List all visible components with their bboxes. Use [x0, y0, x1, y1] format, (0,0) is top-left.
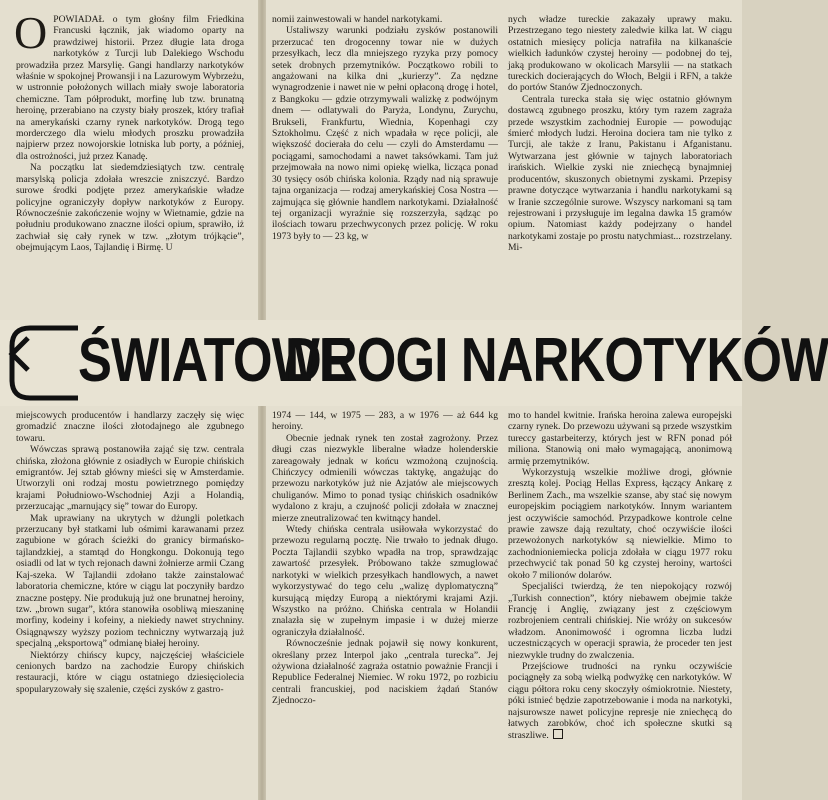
column-6	[508, 410, 732, 800]
column-2	[272, 14, 498, 314]
paragraph: Wtedy chińska centrala usiłowała wykorzystać do przewozu regularną pocztę. Nie trwało to jednak długo. Poczta Tajlandii szybko wpadła na trop, sprawdzając zawartość przesyłek. Próbowano także szmuglować narkotyki w wielkich przesyłkach handlowych, a nawet wykorzystywać do tego celu „walizę dyplomatyczną” kursującą między Europą a niektórymi krajami Azji. Wszystko na próżno. Chińska centrala w Holandii znalazła się w zupełnym impasie i w dużej mierze ograniczyła działalność.	[272, 524, 498, 638]
opening-text: POWIADAŁ o tym głośny film Friedkina Francuski łącznik, jak wiadomo oparty na prawdziwej historii. Przez długie lata droga narkotyków z Turcji lub Dalekiego Wschodu prowadziła przez Marsylię. Gangi handlarzy narkotyków właśnie w spokojnej Prowansji i na Lazurowym Wybrzeżu, w ustronnie położonych willach miały swoje laboratoria chemiczne. Tam półprodukt, morfinę lub tzw. brunatną heroinę, przerabiano na czysty biały proszek, który trafiał na amerykański czarny rynek narkotyków. Drogą tego morderczego dla wielu młodych proszku prowadziła najpierw przez nowojorskie lotniska lub porty, a później, dla ostrożności, już przez Kanadę.	[16, 14, 244, 162]
column-1	[14, 7, 244, 314]
paragraph: Wówczas sprawą postanowiła zająć się tzw. centrala chińska, złożona głównie z osiadłych w Europie chińskich emigrantów. Jej sztab główny mieści się w Amsterdamie. Utworzyli oni rodzaj mostu powietrznego pomiędzy krajami Południowo-Wschodniej Azji a Holandią, przerzucając „marnujący się” towar do Europy.	[16, 444, 244, 513]
paragraph: nomii zainwestowali w handel narkotykami.	[272, 14, 443, 25]
headline-words-2: DROGI NARKOTYKÓW	[285, 326, 828, 395]
paragraph: miejscowych producentów i handlarzy zaczęły się więc gromadzić znaczne ilości złotodajnego ale zgubnego towaru.	[16, 410, 244, 444]
column-4	[16, 410, 244, 800]
column-3	[508, 14, 732, 314]
paragraph: Na początku lat siedemdziesiątych tzw. centralę marsylską policja zdołała wreszcie zniszczyć. Bardzo surowe środki podjęte przez amerykańskie władze policyjne ograniczyły dopływ narkotyków z Europy. Równocześnie zakończenie wojny w Wietnamie, gdzie na południu produkowano znaczne ilości opium, sprawiło, iż zachwiał się cały rynek w tzw. „złotym trójkącie”, obejmującym Laos, Tajlandię i Birmę. U	[16, 162, 244, 254]
paragraph: nych władze tureckie zakazały uprawy maku. Przestrzegano tego niestety zaledwie kilka lat. W ciągu ostatnich miesięcy policja natrafiła na kilkanaście wielkich ładunków czystej heroiny — podobnej do tej, jaką produkowano w okolicach Marsylii — na statkach tureckich docierających do Włoch, Belgii i RFN, a także do portów Stanów Zjednoczonych.	[508, 14, 732, 94]
column-5	[272, 410, 498, 800]
headline	[0, 320, 828, 406]
arrow-icon	[0, 320, 80, 406]
paragraph: mo to handel kwitnie. Irańska heroina zalewa europejski czarny rynek. Do przewozu używani są przede wszystkim tureccy gastarbeiterzy, których jest w RFN ponad pół miliona. Stanowią oni mało wymagającą, anonimową armię przemytników.	[508, 410, 732, 467]
paragraph: Wykorzystują wszelkie możliwe drogi, głównie zresztą kolej. Pociąg Hellas Express, łączący Ankarę z Berlinem Zach., ma wszelkie szanse, aby stać się nowym europejskim pociągiem narkotyków. Innym wariantem jest oczywiście samochód. Przypadkowe kontrole celne prawie zawsze dają rezultaty, choć oczywiście ilości przewożonych narkotyków są niewielkie. Mimo to zachodnioniemiecka policja zdołała w ciągu 1977 roku przechwycić tak ponad 50 kg czystej heroiny, wartości około 7 milionów dolarów.	[508, 467, 732, 581]
paragraph: Niektórzy chińscy kupcy, najczęściej właściciele cenionych bardzo na zachodzie Europy chińskich restauracji, które w ciągu ostatniego dziesięciolecia spopularyzowały się szalenie, części zysków z gastro-	[16, 649, 244, 695]
closing-text: Przejściowe trudności na rynku oczywiście pociągnęły za sobą wielką podwyżkę cen narkotyków. W ciągu półtora roku ceny skoczyły ośmiokrotnie. Niestety, póki istnieć będzie zapotrzebowanie i moda na narkotyki, najsurowsze nawet policyjne represje nie zniechęcą do łatwych zarobków, choć ich społeczne skutki są straszliwe.	[508, 660, 732, 742]
end-mark-icon	[553, 729, 563, 739]
paragraph: 1974 — 144, w 1975 — 283, a w 1976 — aż 644 kg heroiny.	[272, 410, 498, 433]
paragraph: Mak uprawiany na ukrytych w dżungli poletkach przerzucany był statkami lub ośmimi karawanami przez zagubione w górach ścieżki do granicy birmańsko-tajlandzkiej, a stamtąd do Hongkongu. Dokonują tego osiadli od lat w tych rejonach dawni żołnierze armii Czang Kaj-szeka. W Tajlandii zdołano także zainstalować laboratoria chemiczne, które w ciągu lat poczyniły bardzo znaczne postępy. Nie produkują już one brunatnej heroiny, tzw. „brown sugar”, która stanowiła osobliwą mieszaninę morfiny, kodeiny i kofeiny, a niekiedy nawet strychniny. Osiągnąwszy wyższy poziom techniczny wytwarzają już specjalną „eksportową” odmianę białej heroiny.	[16, 512, 244, 650]
paragraph: Ustaliwszy warunki podziału zysków postanowili przerzucać ten drogocenny towar nie w dużych przesyłkach, lecz dla mniejszego ryzyka przy pomocy setek drobnych przemytników. Początkowo robili to angażowani na kilka dni „kurierzy”. Za nędzne wynagrodzenie i nawet nie w pełni opłaconą drogę i hotel, z Bangkoku — gdzie otrzymywali walizkę z podwójnym dnem — odlatywali do Paryża, Londynu, Zurychu, Brukseli, Frankfurtu, Wiednia, Kopenhagi czy Sztokholmu. Część z nich wpadała w ręce policji, ale większość docierała do celu — czyli do Amsterdamu — pociągami, samochodami a nawet taksówkami. Tam już przejmowała na nowo nimi opiekę wielka, licząca ponad 30 tysięcy osób chińska kolonia. Rządy nad nią sprawuje tajna organizacja — rodzaj amerykańskiej Cosa Nostra — zajmująca się głównie handlem narkotykami. Działalność tej organizacji wyraźnie się rozszerzyła, sądząc po ilościach towaru przechwyconych przez policję. W roku 1973 były to — 23 kg, w	[272, 25, 498, 242]
closing-paragraph	[508, 661, 732, 742]
headline-word-1: ŚWIATOWE	[78, 326, 352, 395]
paragraph: Obecnie jednak rynek ten został zagrożony. Przez długi czas niezwykle liberalne władze holenderskie zareagowały jednak w końcu wzmożoną czujnością. Chińczycy odmienili wówczas taktykę, angażując do przewozu narkotyków już nie Azjatów ale miejscowych chuliganów. Mimo to ponad tysiąc chińskich osadników wydalono z kraju, a czujność policji zdołała w znacznej mierze zneutralizować ten kwitnący handel.	[272, 432, 498, 524]
paragraph: Równocześnie jednak pojawił się nowy konkurent, określany przez Interpol jako „centrala turecka”. Jej ożywiona działalność zagraża ostatnio poważnie Francji i Republice Federalnej Niemiec. W roku 1972, po rozbiciu centrali francuskiej, pod naciskiem żądań Stanów Zjednoczo-	[272, 638, 498, 707]
paragraph: Centrala turecka stała się więc ostatnio głównym dostawcą zgubnego proszku, który tym razem zagraża przede wszystkim zachodniej Europie — powodując śmierć młodych ludzi. Heroina dociera tam nie tylko z Turcji, ale także z Iranu, Pakistanu i Afganistanu. Wytwarzana jest głównie w tajnych laboratoriach irańskich. Wielkie zyski nie zniechęcą bynajmniej producentów, skuszonych obietnymi zyskami. Przepisy prawne dotyczące wytwarzania i handlu narkotykami są w Iranie szczególnie surowe. Wszyscy narkomani są tam rejestrowani i przysługuje im legalna dawka 15 gramów opium. Natomiast każdy podejrzany o handel narkotykami zostaje po prostu natychmiast... rozstrzelany. Mi-	[508, 93, 732, 254]
paragraph: Specjaliści twierdzą, że ten niepokojący rozwój „Turkish connection”, który niebawem obejmie także Francję i Anglię, związany jest z częściowym rozbrojeniem centrali chińskiej. Nie wróży on sukcesów władzom. Anonimowość i ogromna liczba ludzi uczestniczących w operacji sprawia, że proceder ten jest niezwykle trudny do zwalczenia.	[508, 581, 732, 661]
opening-paragraph	[14, 7, 244, 162]
drop-cap: O	[14, 7, 48, 58]
